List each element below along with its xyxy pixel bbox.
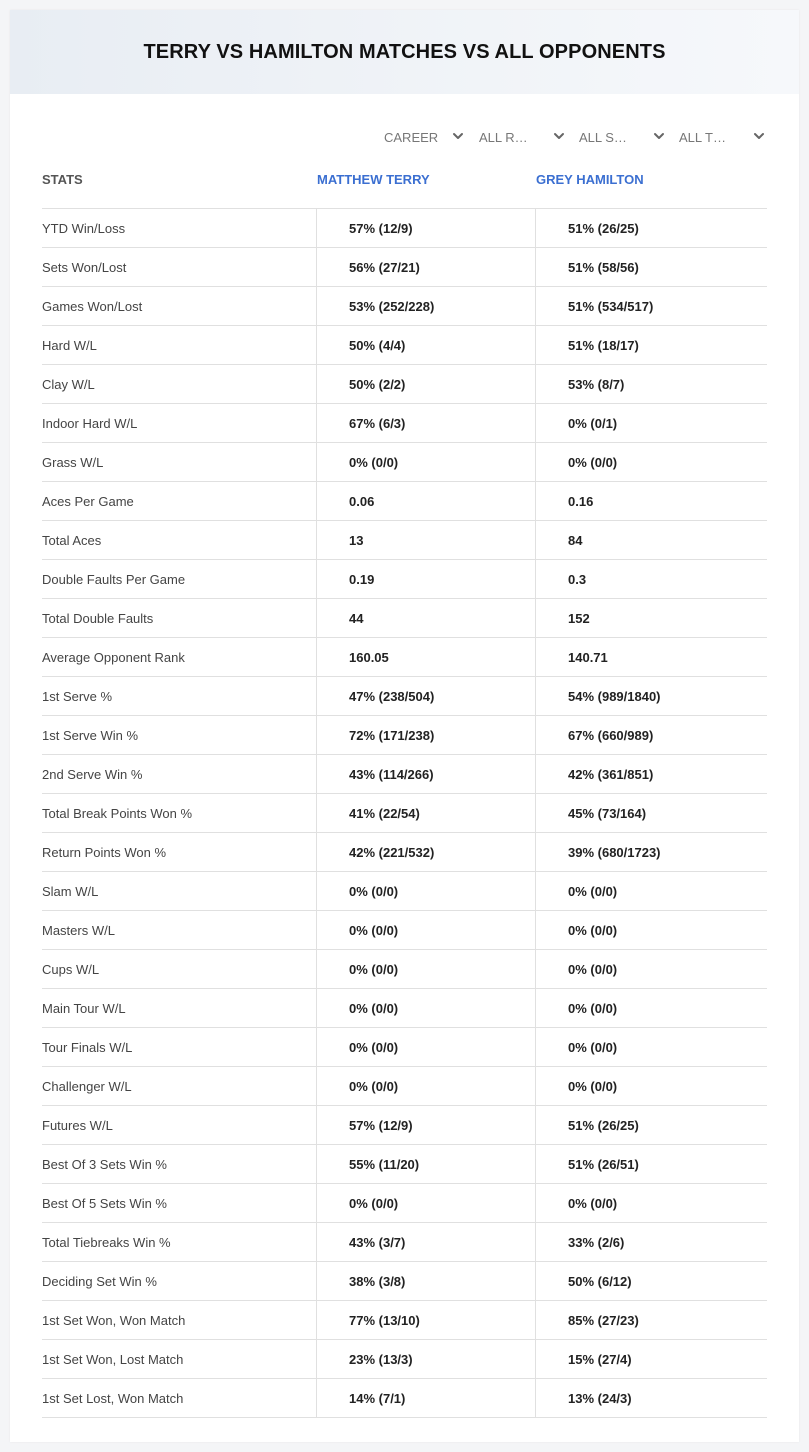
filter-tournament-dropdown[interactable]	[679, 127, 765, 147]
table-row	[42, 1301, 767, 1340]
player2-value: 51% (26/51)	[535, 1145, 767, 1183]
column-header-player1[interactable]: MATTHEW TERRY	[317, 172, 430, 187]
stat-label: Clay W/L	[42, 376, 95, 392]
stat-label: Sets Won/Lost	[42, 259, 127, 275]
player2-value: 51% (58/56)	[535, 248, 767, 286]
stat-label: Futures W/L	[42, 1117, 113, 1133]
table-row	[42, 1379, 767, 1418]
player1-value: 67% (6/3)	[316, 404, 535, 442]
player2-value: 0% (0/1)	[535, 404, 767, 442]
stat-label: 1st Set Won, Lost Match	[42, 1351, 184, 1367]
table-row	[42, 716, 767, 755]
player2-value: 51% (18/17)	[535, 326, 767, 364]
player1-value: 0% (0/0)	[316, 443, 535, 481]
player2-value: 67% (660/989)	[535, 716, 767, 754]
table-row	[42, 794, 767, 833]
stats-table	[42, 208, 767, 1418]
player2-value: 0% (0/0)	[535, 1184, 767, 1222]
stat-label: 1st Serve %	[42, 688, 113, 704]
filter-round-dropdown[interactable]	[479, 127, 565, 147]
player1-value: 50% (2/2)	[316, 365, 535, 403]
table-row	[42, 1028, 767, 1067]
player2-value: 51% (534/517)	[535, 287, 767, 325]
player1-value: 0% (0/0)	[316, 1067, 535, 1105]
player1-value: 0.06	[316, 482, 535, 520]
stat-label: Grass W/L	[42, 454, 104, 470]
player1-value: 77% (13/10)	[316, 1301, 535, 1339]
stat-label: Total Break Points Won %	[42, 805, 193, 821]
table-row	[42, 638, 767, 677]
stat-label: Main Tour W/L	[42, 1000, 126, 1016]
table-row	[42, 365, 767, 404]
stat-label: Masters W/L	[42, 922, 115, 938]
stat-label: Slam W/L	[42, 883, 99, 899]
player2-value: 152	[535, 599, 767, 637]
player1-value: 72% (171/238)	[316, 716, 535, 754]
stat-label: 1st Set Lost, Won Match	[42, 1390, 184, 1406]
table-row	[42, 599, 767, 638]
player1-value: 0% (0/0)	[316, 989, 535, 1027]
player2-value: 33% (2/6)	[535, 1223, 767, 1261]
player2-value: 0% (0/0)	[535, 989, 767, 1027]
stat-label: Double Faults Per Game	[42, 571, 186, 587]
player2-value: 53% (8/7)	[535, 365, 767, 403]
player2-value: 0% (0/0)	[535, 1028, 767, 1066]
player1-value: 0% (0/0)	[316, 1028, 535, 1066]
table-row	[42, 1067, 767, 1106]
stat-label: Games Won/Lost	[42, 298, 143, 314]
stat-label: Deciding Set Win %	[42, 1273, 157, 1289]
chevron-down-icon	[452, 130, 464, 142]
filter-period-label: CAREER	[384, 129, 439, 145]
table-row	[42, 1223, 767, 1262]
player2-value: 140.71	[535, 638, 767, 676]
table-row	[42, 833, 767, 872]
filter-surface-dropdown[interactable]	[579, 127, 665, 147]
table-row	[42, 950, 767, 989]
player2-value: 51% (26/25)	[535, 209, 767, 247]
player2-value: 0% (0/0)	[535, 1067, 767, 1105]
stat-label: Return Points Won %	[42, 844, 167, 860]
player2-value: 42% (361/851)	[535, 755, 767, 793]
column-header-stats: STATS	[42, 172, 83, 187]
player1-value: 23% (13/3)	[316, 1340, 535, 1378]
stat-label: Hard W/L	[42, 337, 97, 353]
table-row	[42, 560, 767, 599]
chevron-down-icon	[553, 130, 565, 142]
player2-value: 15% (27/4)	[535, 1340, 767, 1378]
filter-tournament-label: ALL T…	[679, 129, 726, 145]
player2-value: 51% (26/25)	[535, 1106, 767, 1144]
stat-label: Total Tiebreaks Win %	[42, 1234, 171, 1250]
player1-value: 41% (22/54)	[316, 794, 535, 832]
page-title: TERRY VS HAMILTON MATCHES VS ALL OPPONENTS	[143, 40, 666, 63]
player1-value: 53% (252/228)	[316, 287, 535, 325]
table-row	[42, 248, 767, 287]
stat-label: Cups W/L	[42, 961, 100, 977]
player1-value: 0% (0/0)	[316, 911, 535, 949]
stat-label: Aces Per Game	[42, 493, 134, 509]
player2-value: 13% (24/3)	[535, 1379, 767, 1417]
player1-value: 14% (7/1)	[316, 1379, 535, 1417]
stat-label: Total Double Faults	[42, 610, 154, 626]
player2-value: 39% (680/1723)	[535, 833, 767, 871]
player1-value: 43% (114/266)	[316, 755, 535, 793]
player1-value: 55% (11/20)	[316, 1145, 535, 1183]
player1-value: 42% (221/532)	[316, 833, 535, 871]
table-row	[42, 1262, 767, 1301]
table-row	[42, 287, 767, 326]
table-row	[42, 326, 767, 365]
player2-value: 0% (0/0)	[535, 443, 767, 481]
player2-value: 0.16	[535, 482, 767, 520]
stat-label: Tour Finals W/L	[42, 1039, 133, 1055]
stats-card	[10, 10, 799, 1442]
filter-period-dropdown[interactable]	[384, 127, 464, 147]
player2-value: 50% (6/12)	[535, 1262, 767, 1300]
player2-value: 0% (0/0)	[535, 950, 767, 988]
stat-label: 1st Serve Win %	[42, 727, 139, 743]
table-row	[42, 989, 767, 1028]
player1-value: 0.19	[316, 560, 535, 598]
player1-value: 47% (238/504)	[316, 677, 535, 715]
player1-value: 57% (12/9)	[316, 1106, 535, 1144]
stat-label: Best Of 5 Sets Win %	[42, 1195, 167, 1211]
stat-label: 1st Set Won, Won Match	[42, 1312, 186, 1328]
table-row	[42, 677, 767, 716]
player1-value: 50% (4/4)	[316, 326, 535, 364]
player1-value: 160.05	[316, 638, 535, 676]
table-row	[42, 443, 767, 482]
table-row	[42, 1106, 767, 1145]
stat-label: Challenger W/L	[42, 1078, 132, 1094]
stat-label: YTD Win/Loss	[42, 220, 126, 236]
player1-value: 43% (3/7)	[316, 1223, 535, 1261]
player1-value: 0% (0/0)	[316, 872, 535, 910]
stat-label: 2nd Serve Win %	[42, 766, 143, 782]
player2-value: 0% (0/0)	[535, 911, 767, 949]
table-row	[42, 482, 767, 521]
stat-label: Total Aces	[42, 532, 102, 548]
chevron-down-icon	[753, 130, 765, 142]
player1-value: 0% (0/0)	[316, 950, 535, 988]
player1-value: 0% (0/0)	[316, 1184, 535, 1222]
table-row	[42, 209, 767, 248]
stat-label: Best Of 3 Sets Win %	[42, 1156, 167, 1172]
stat-label: Average Opponent Rank	[42, 649, 185, 665]
table-row	[42, 521, 767, 560]
page-header	[10, 10, 799, 94]
table-row	[42, 911, 767, 950]
player1-value: 56% (27/21)	[316, 248, 535, 286]
player2-value: 54% (989/1840)	[535, 677, 767, 715]
player2-value: 0% (0/0)	[535, 872, 767, 910]
player1-value: 57% (12/9)	[316, 209, 535, 247]
filter-round-label: ALL R…	[479, 129, 528, 145]
table-row	[42, 755, 767, 794]
player2-value: 0.3	[535, 560, 767, 598]
player2-value: 84	[535, 521, 767, 559]
chevron-down-icon	[653, 130, 665, 142]
player1-value: 44	[316, 599, 535, 637]
filter-surface-label: ALL S…	[579, 129, 627, 145]
stat-label: Indoor Hard W/L	[42, 415, 138, 431]
column-header-player2[interactable]: GREY HAMILTON	[536, 172, 644, 187]
player1-value: 13	[316, 521, 535, 559]
table-row	[42, 872, 767, 911]
player1-value: 38% (3/8)	[316, 1262, 535, 1300]
table-row	[42, 1145, 767, 1184]
player2-value: 45% (73/164)	[535, 794, 767, 832]
table-row	[42, 1184, 767, 1223]
filter-bar	[10, 127, 799, 147]
table-row	[42, 404, 767, 443]
table-row	[42, 1340, 767, 1379]
player2-value: 85% (27/23)	[535, 1301, 767, 1339]
